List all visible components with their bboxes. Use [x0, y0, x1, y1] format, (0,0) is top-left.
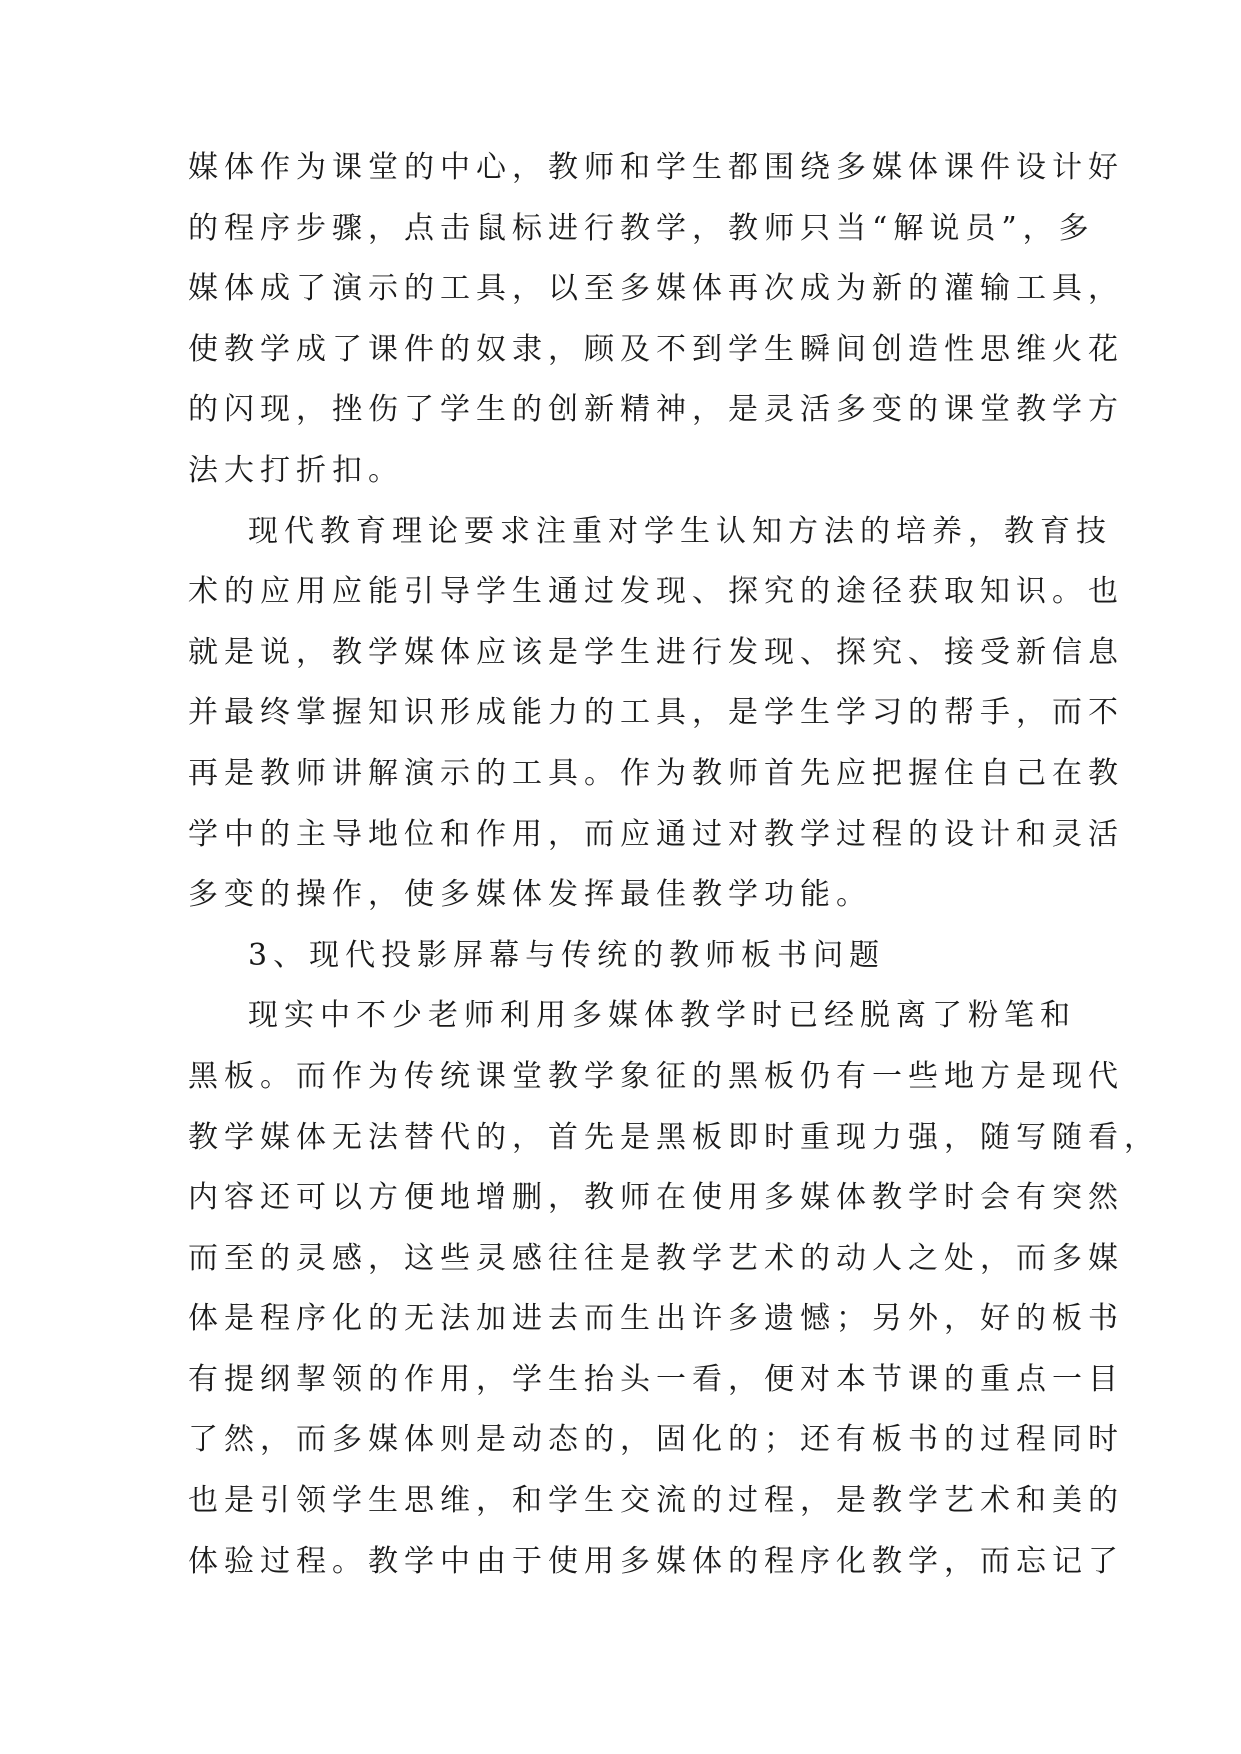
- text-line: 黑板。而作为传统课堂教学象征的黑板仍有一些地方是现代: [188, 1058, 1124, 1094]
- text-line: 术的应用应能引导学生通过发现、探究的途径获取知识。也: [188, 574, 1124, 610]
- text-line: 再是教师讲解演示的工具。作为教师首先应把握住自己在教: [188, 755, 1124, 791]
- text-line: 教学媒体无法替代的，首先是黑板即时重现力强，随写随看，: [188, 1119, 1160, 1155]
- paragraph-2: [188, 502, 1124, 926]
- text-line: 媒体作为课堂的中心，教师和学生都围绕多媒体课件设计好: [188, 150, 1124, 185]
- text-line: 并最终掌握知识形成能力的工具，是学生学习的帮手，而不: [188, 695, 1124, 731]
- text-line: 也是引领学生思维，和学生交流的过程，是教学艺术和美的: [188, 1483, 1124, 1519]
- paragraph-3: [188, 986, 1160, 1592]
- text-line: 有提纲挈领的作用，学生抬头一看，便对本节课的重点一目: [188, 1361, 1124, 1397]
- text-line: 体是程序化的无法加进去而生出许多遗憾；另外，好的板书: [188, 1301, 1124, 1337]
- heading-text: 3、现代投影屏幕与传统的教师板书问题: [248, 937, 886, 973]
- text-line: 现实中不少老师利用多媒体教学时已经脱离了粉笔和: [248, 998, 1076, 1034]
- section-heading: [188, 926, 1058, 987]
- text-line: 的程序步骤，点击鼠标进行教学，教师只当“解说员”，多: [188, 210, 1095, 246]
- paragraph-1: [188, 138, 1124, 502]
- text-line: 现代教育理论要求注重对学生认知方法的培养，教育技: [248, 513, 1112, 549]
- text-line: 多变的操作，使多媒体发挥最佳教学功能。: [188, 877, 872, 913]
- document-body: [188, 138, 1160, 1592]
- text-line: 而至的灵感，这些灵感往往是教学艺术的动人之处，而多媒: [188, 1240, 1124, 1276]
- text-line: 的闪现，挫伤了学生的创新精神，是灵活多变的课堂教学方: [188, 392, 1124, 428]
- text-line: 了然，而多媒体则是动态的，固化的；还有板书的过程同时: [188, 1422, 1124, 1458]
- text-line: 就是说，教学媒体应该是学生进行发现、探究、接受新信息: [188, 634, 1124, 670]
- text-line: 使教学成了课件的奴隶，顾及不到学生瞬间创造性思维火花: [188, 331, 1124, 367]
- text-line: 媒体成了演示的工具，以至多媒体再次成为新的灌输工具，: [188, 271, 1124, 307]
- text-line: 法大打折扣。: [188, 452, 404, 488]
- text-line: 学中的主导地位和作用，而应通过对教学过程的设计和灵活: [188, 816, 1124, 852]
- text-line: 体验过程。教学中由于使用多媒体的程序化教学，而忘记了: [188, 1543, 1124, 1579]
- text-line: 内容还可以方便地增删，教师在使用多媒体教学时会有突然: [188, 1180, 1124, 1216]
